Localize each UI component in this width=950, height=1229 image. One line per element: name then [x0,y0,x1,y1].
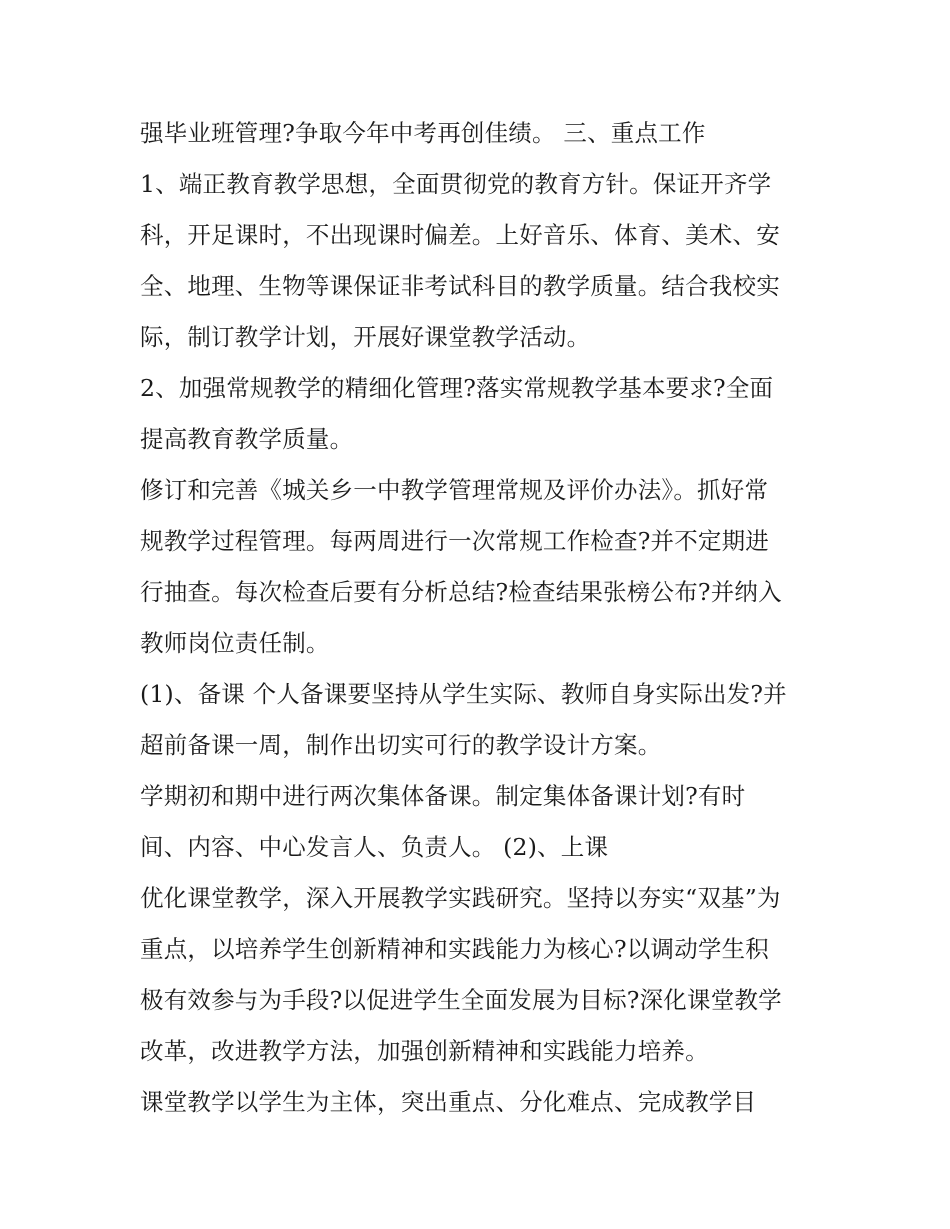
text-line: 学期初和期中进行两次集体备课。制定集体备课计划?有时 [140,782,746,810]
text-line: 教师岗位责任制。 [140,629,330,657]
text-line: 行抽查。每次检查后要有分析总结?检查结果张榜公布?并纳入 [140,578,782,606]
text-line: 改革，改进教学方法，加强创新精神和实践能力培养。 [140,1037,709,1065]
text-line: 际，制订教学计划，开展好课堂教学活动。 [140,323,591,351]
text-line: 重点，以培养学生创新精神和实践能力为核心?以调动学生积 [140,935,769,963]
text-line: (1)、备课 个人备课要坚持从学生实际、教师自身实际出发?并 [140,680,787,708]
text-line: 极有效参与为手段?以促进学生全面发展为目标?深化课堂教学 [140,986,782,1014]
text-line: 1、端正教育教学思想，全面贯彻党的教育方针。保证开齐学 [140,170,772,198]
text-line: 规教学过程管理。每两周进行一次常规工作检查?并不定期进 [140,527,769,555]
text-line: 间、内容、中心发言人、负责人。 (2)、上课 [140,833,609,861]
text-line: 科，开足课时，不出现课时偏差。上好音乐、体育、美术、安 [140,221,780,249]
text-line: 强毕业班管理?争取今年中考再创佳绩。 三、重点工作 [140,119,706,147]
document-body [140,108,830,1128]
text-line: 修订和完善《城关乡一中教学管理常规及评价办法》。抓好常 [140,476,769,504]
text-line: 超前备课一周，制作出切实可行的教学设计方案。 [140,731,662,759]
text-line: 全、地理、生物等课保证非考试科目的教学质量。结合我校实 [140,272,780,300]
text-line: 提高教育教学质量。 [140,425,354,453]
text-line: 优化课堂教学，深入开展教学实践研究。坚持以夯实“双基”为 [140,884,781,912]
text-line: 课堂教学以学生为主体，突出重点、分化难点、完成教学目 [140,1088,757,1116]
text-line: 2、加强常规教学的精细化管理?落实常规教学基本要求?全面 [140,374,774,402]
